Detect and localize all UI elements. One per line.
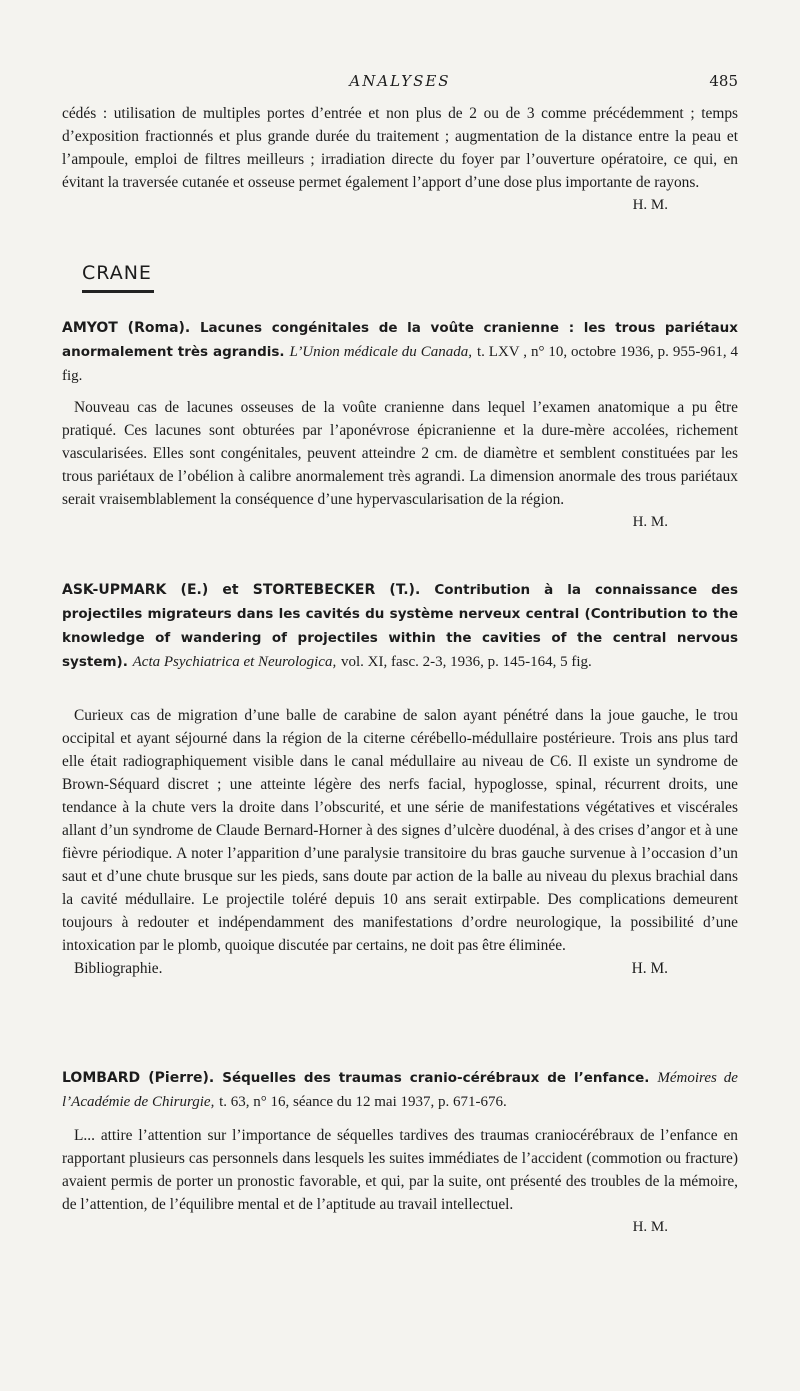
entry-body: Curieux cas de migration d’une balle de carabine de salon ayant pénétré dans la joue gauche, le trou occipital et ayant séjourné dans la région de la citerne cérébello-médullaire postérieure. Trois ans plus tard elle était radiographiquement visible dans le canal médullaire au niveau de C6. Il existe un syndrome de Brown-Séquard discret ; une atteinte légère des nerfs facial, hypoglosse, spinal, récurrent droits, une tendance à la chute vers la droite dans l’obscurité, et une série de manifestations végétatives et viscérales allant d’un syndrome de Claude Bernard-Horner à des signes d’ulcère duodénal, à des crises d’angor et à une fièvre périodique. A noter l’apparition d’une paralysie transitoire du bras gauche survenue à l’occasion d’un saut et d’une chute brusque sur les pieds, sans doute par action de la balle au niveau du plexus brachial dans la cavité médullaire. Le projectile toléré depuis 10 ans serait extirpable. Des complications demeurent toujours à redouter et indépendamment des manifestations d’ordre neurologique, la possibilité d’une intoxication par le plomb, quoique discutée par certains, ne doit pas être éliminée.	[62, 707, 738, 954]
entry-abstract	[62, 396, 738, 534]
entry-body: Nouveau cas de lacunes osseuses de la voûte cranienne dans lequel l’examen anatomique a pu être pratiqué. Ces lacunes sont obturées par l’aponévrose épicranienne et la dure-mère accolées, richement vascularisées. Elles sont congénitales, peuvent atteindre 2 cm. de diamètre et semblent constituées par les trous pariétaux de l’obélion à calibre anormalement très agrandi. La dimension anormale des trous pariétaux serait vraisemblablement la conséquence d’une hypervascularisation de la région.	[62, 399, 738, 508]
entry-reference	[62, 1066, 738, 1114]
entry-signature: H. M.	[632, 514, 668, 530]
entry-title: Lacunes congénitales de la voûte cranienne : les trous pariétaux anormalement très agrandis.	[62, 320, 738, 360]
entry-ref: t. 63, n° 16, séance du 12 mai 1937, p. 671-676.	[219, 1094, 507, 1110]
entry-abstract	[62, 1124, 738, 1239]
entry-footer	[62, 957, 738, 980]
entry-title: Séquelles des traumas cranio-cérébraux de l’enfance.	[222, 1070, 650, 1086]
continuation-block	[62, 102, 738, 217]
entry-reference	[62, 316, 738, 388]
entry-author: ASK-UPMARK (E.) et STORTEBECKER (T.).	[62, 582, 421, 598]
entry-ref: t. LXV , n° 10, octobre 1936, p. 955-961, 4 fig.	[62, 344, 738, 384]
entry-author: AMYOT (Roma).	[62, 320, 191, 336]
entry-title: Contribution à la connaissance des projectiles migrateurs dans les cavités du système nerveux central (Contribution to the knowledge of wandering of projectiles within the cavities of the central nervous system).	[62, 582, 738, 670]
page-header	[0, 72, 800, 94]
entry-signature: H. M.	[632, 1219, 668, 1235]
entry-signature: H. M.	[631, 960, 668, 977]
continuation-text: cédés : utilisation de multiples portes d’entrée et non plus de 2 ou de 3 comme précédemment ; temps d’exposition fractionnés et plus grande durée du traitement ; augmentation de la distance entre la peau et l’ampoule, emploi de filtres meilleurs ; irradiation directe du foyer par l’ouverture opératoire, ce qui, en évitant la traversée cutanée et osseuse permet également l’apport d’une dose plus importante de rayons.	[62, 105, 738, 191]
entry-journal: L’Union médicale du Canada,	[289, 344, 472, 360]
continuation-signature: H. M.	[632, 197, 668, 213]
entry-reference	[62, 578, 738, 674]
page-number: 485	[709, 72, 738, 90]
section-heading: CRANE	[82, 262, 152, 284]
entry-journal: Mémoires de l’Académie de Chirurgie,	[62, 1070, 738, 1110]
running-title: ANALYSES	[349, 72, 451, 90]
entry-bibliography: Bibliographie.	[74, 960, 163, 977]
entry-abstract	[62, 704, 738, 980]
entry-author: LOMBARD (Pierre).	[62, 1070, 215, 1086]
section-underline	[82, 290, 154, 293]
entry-ref: vol. XI, fasc. 2-3, 1936, p. 145-164, 5 fig.	[340, 654, 592, 670]
entry-journal: Acta Psychiatrica et Neurologica,	[132, 654, 337, 670]
entry-body: L... attire l’attention sur l’importance de séquelles tardives des traumas craniocérébraux de l’enfance en rapportant plusieurs cas personnels dans lesquels les suites immédiates de l’accident (commotion ou fracture) avaient permis de porter un pronostic favorable, et qui, par la suite, ont présenté des troubles de la mémoire, de l’attention, de l’équilibre mental et de l’aptitude au travail intellectuel.	[62, 1127, 738, 1213]
